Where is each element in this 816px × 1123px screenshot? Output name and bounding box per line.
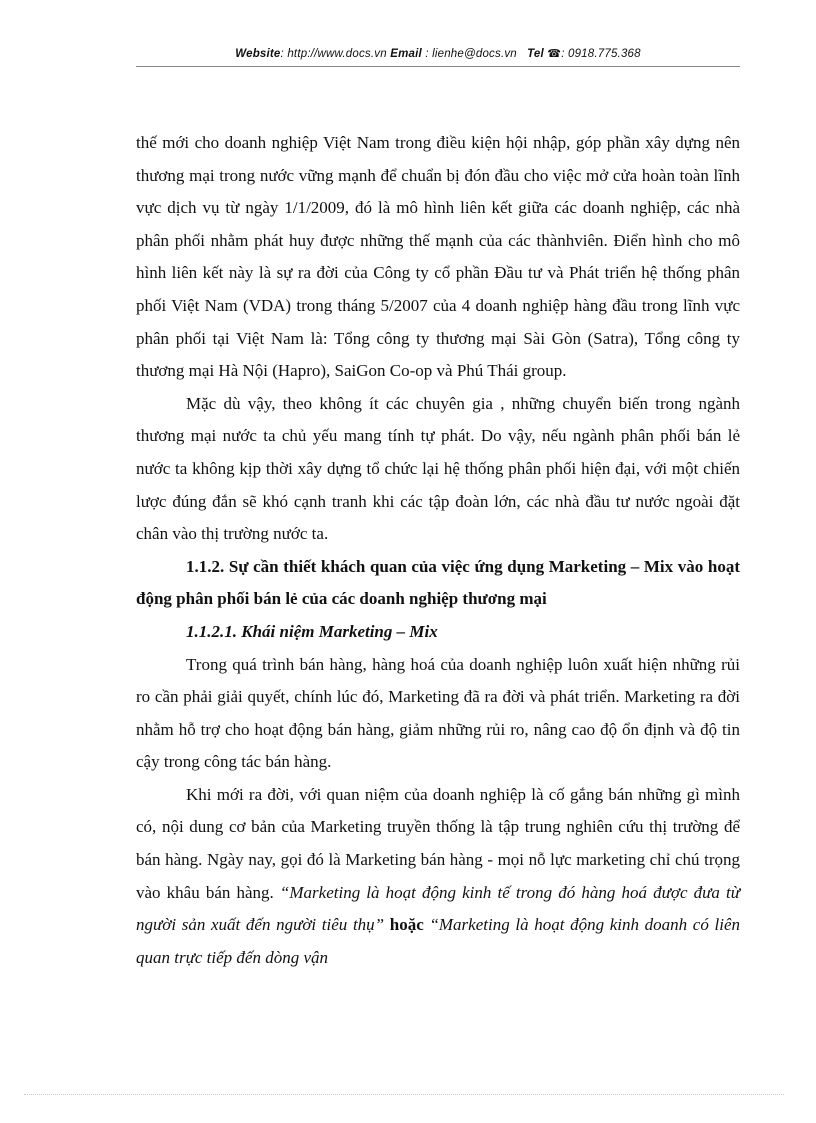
page-header	[136, 47, 740, 60]
email-value: : lienhe@docs.vn	[425, 48, 517, 60]
conjunction-or: hoặc	[389, 915, 424, 935]
marketing-definition-quote-2: “Marketing là hoạt động kinh doanh có liên quan trực tiếp đến dòng vận	[136, 915, 740, 967]
website-value: : http://www.docs.vn	[280, 48, 387, 60]
section-heading-1-1-2: 1.1.2. Sự cần thiết khách quan của việc ứng dụng Marketing – Mix vào hoạt động phân phối bán lẻ của các doanh nghiệp thương mại	[136, 556, 740, 609]
email-label: Email	[390, 48, 422, 60]
paragraph-3: Trong quá trình bán hàng, hàng hoá của doanh nghiệp luôn xuất hiện những rủi ro cần phải giải quyết, chính lúc đó, Marketing đã ra đời và phát triển. Marketing ra đời nhằm hỗ trợ cho hoạt động bán hàng, giảm những rủi ro, nâng cao độ ổn định và độ tin cậy trong công tác bán hàng.	[136, 654, 740, 772]
header-divider	[136, 66, 740, 67]
paragraph-2: Mặc dù vậy, theo không ít các chuyên gia , những chuyển biến trong ngành thương mại nước ta chủ yếu mang tính tự phát. Do vậy, nếu ngành phân phối bán lẻ nước ta không kịp thời xây dựng tổ chức lại hệ thống phân phối hiện đại, với một chiến lược đúng đắn sẽ khó cạnh tranh khi các tập đoàn lớn, các nhà đầu tư nước ngoài đặt chân vào thị trường nước ta.	[136, 393, 740, 544]
section-heading-1-1-2-1: 1.1.2.1. Khái niệm Marketing – Mix	[186, 621, 438, 641]
website-label: Website	[235, 48, 281, 60]
marketing-definition-quote-1: “Marketing là hoạt động kinh tế trong đó hàng hoá được đưa từ người sản xuất đến người tiêu thụ”	[136, 882, 740, 935]
phone-icon: ☎	[547, 48, 562, 60]
paragraph-1: thế mới cho doanh nghiệp Việt Nam trong điều kiện hội nhập, góp phần xây dựng nên thương mại trong nước vững mạnh để chuẩn bị đón đầu cho việc mở cửa hoàn toàn lĩnh vực dịch vụ từ ngày 1/1/2009, đó là mô hình liên kết giữa các doanh nghiệp, các nhà phân phối nhằm phát huy được những thế mạnh của các thànhviên. Điển hình cho mô hình liên kết này là sự ra đời của Công ty cổ phần Đầu tư và Phát triển hệ thống phân phối Việt Nam (VDA) trong tháng 5/2007 của 4 doanh nghiệp hàng đầu trong lĩnh vực phân phối tại Việt Nam là: Tổng công ty thương mại Sài Gòn (Satra), Tổng công ty thương mại Hà Nội (Hapro), SaiGon Co-op và Phú Thái group.	[136, 133, 740, 381]
paragraph-4-text: Khi mới ra đời, với quan niệm của doanh nghiệp là cố gắng bán những gì mình có, nội dung cơ bản của Marketing truyền thống là tập trung nghiên cứu thị trường để bán hàng. Ngày nay, gọi đó là Marketing bán hàng - mọi nỗ lực marketing chỉ chú trọng vào khâu bán hàng.	[136, 784, 740, 902]
tel-label: Tel	[527, 48, 544, 60]
tel-value: : 0918.775.368	[561, 48, 641, 60]
footer-divider	[24, 1094, 784, 1095]
paragraph-4	[136, 779, 740, 975]
document-body	[136, 127, 740, 974]
